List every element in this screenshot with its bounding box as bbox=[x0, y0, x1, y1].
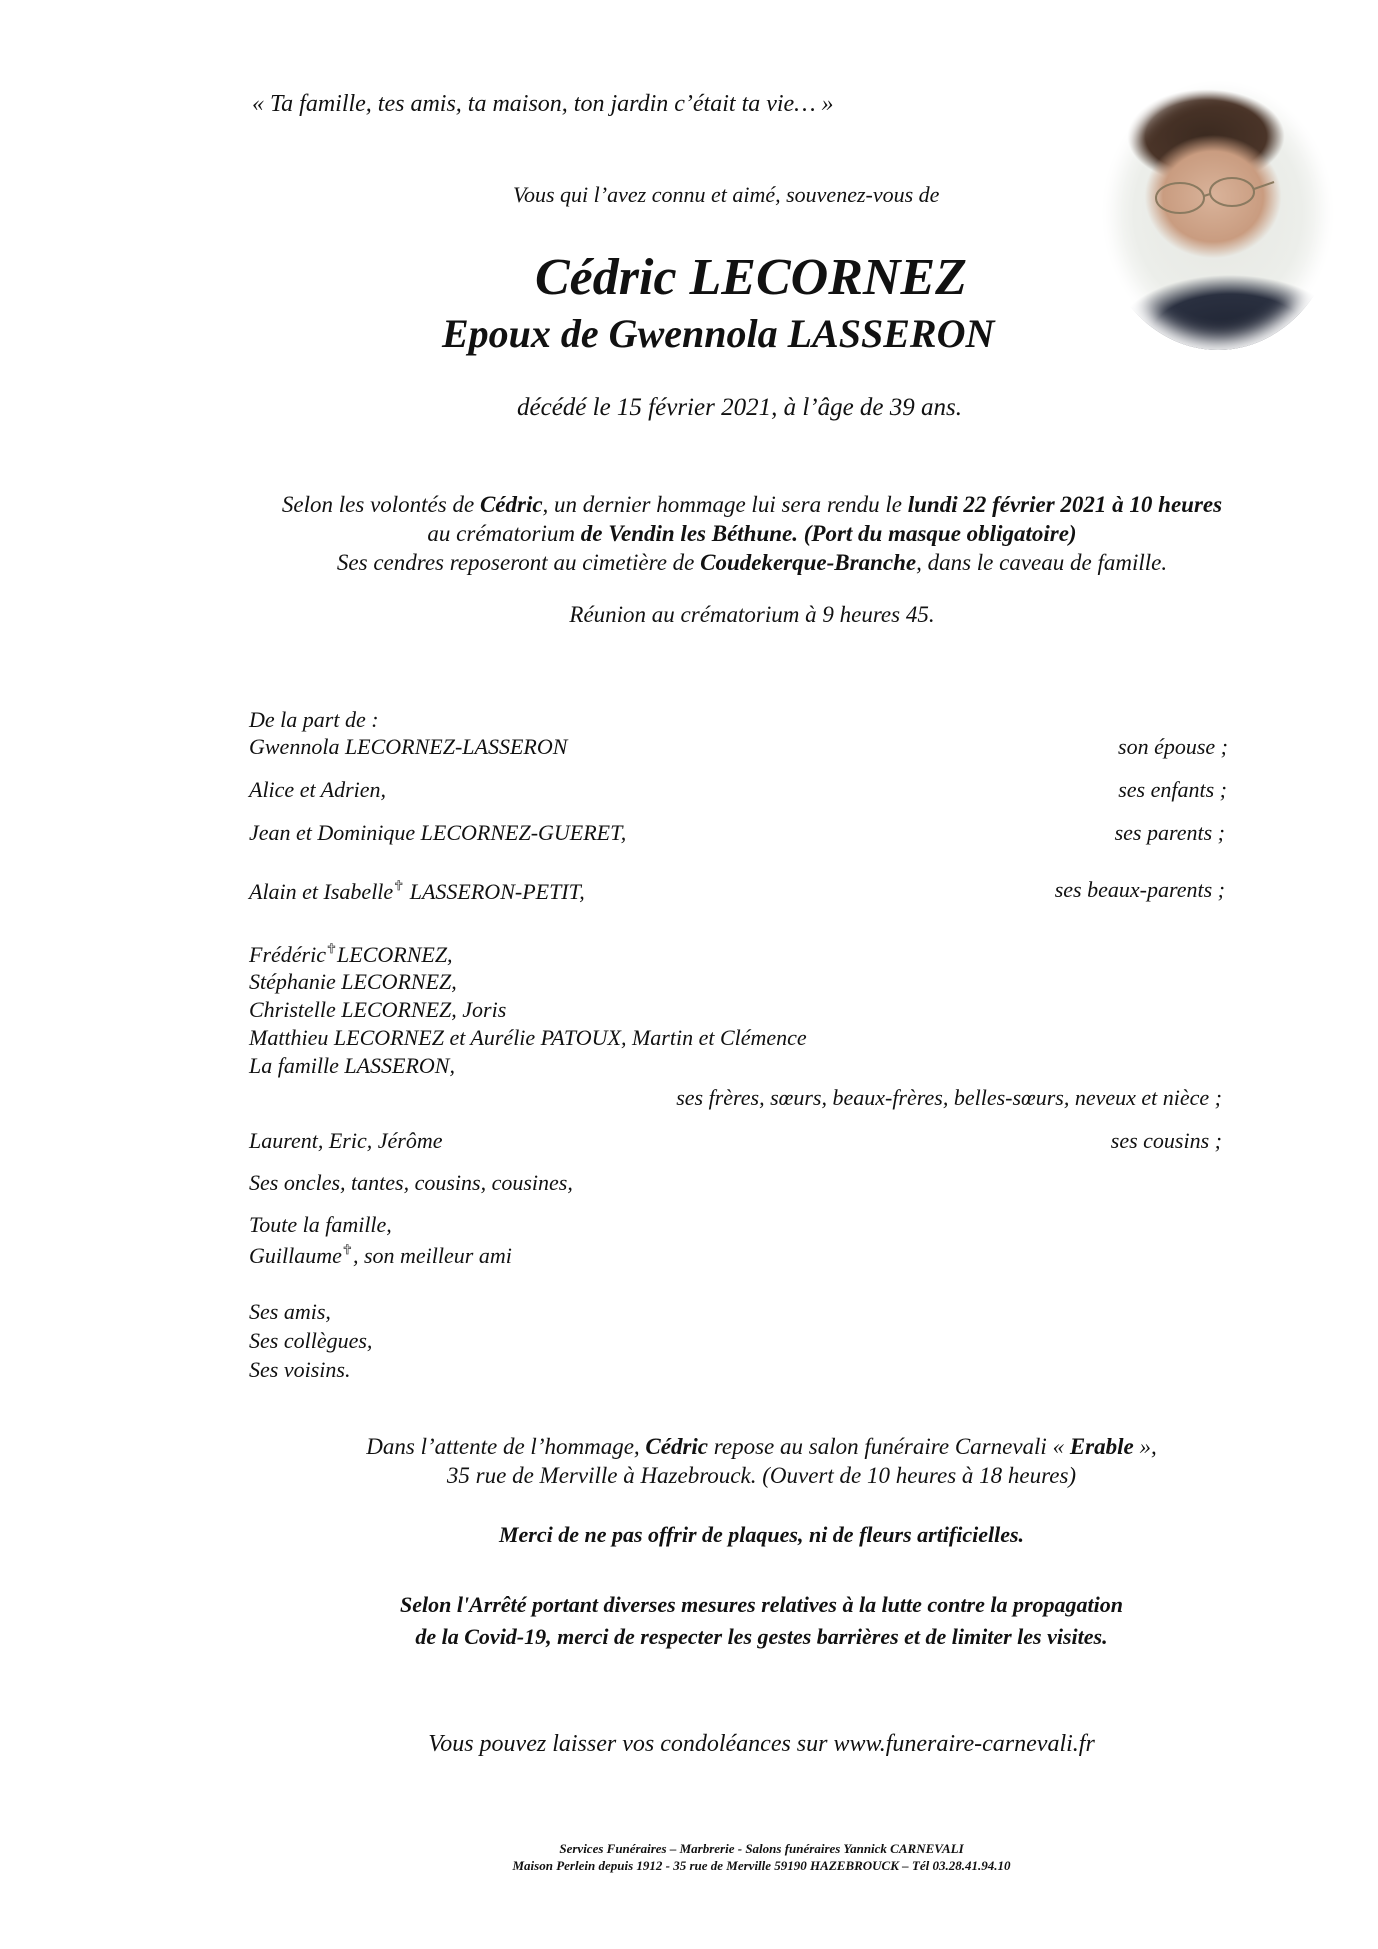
best-friend-name: Guillaume bbox=[249, 1243, 342, 1269]
visitation-line-1 bbox=[0, 1435, 1378, 1458]
family-in-laws-relation: ses beaux-parents ; bbox=[1054, 877, 1225, 902]
visitation-text: repose au salon funéraire Carnevali « bbox=[708, 1434, 1070, 1459]
death-line: décédé le 15 février 2021, à l’âge de 39 ans. bbox=[517, 394, 963, 421]
ceremony-line-1 bbox=[0, 493, 1378, 516]
ceremony-name: Cédric bbox=[479, 492, 543, 517]
cross-icon: ✝ bbox=[325, 941, 338, 956]
epigraph-quote: « Ta famille, tes amis, ta maison, ton jardin c’était ta vie… » bbox=[252, 91, 834, 117]
sibling-4: Matthieu LECORNEZ et Aurélie PATOUX, Martin et Clémence bbox=[249, 1025, 807, 1050]
ceremony-line-2 bbox=[0, 522, 1378, 545]
sibling-1 bbox=[249, 942, 453, 966]
cemetery-place: Coudekerque-Branche bbox=[700, 550, 917, 575]
family-parents-relation: ses parents ; bbox=[1114, 820, 1225, 845]
ceremony-text: Selon les volontés de bbox=[281, 492, 480, 517]
covid-notice-line-1: Selon l'Arrêté portant diverses mesures relatives à la lutte contre la propagation bbox=[400, 1592, 1123, 1617]
family-parents: Jean et Dominique LECORNEZ-GUERET, bbox=[249, 820, 627, 845]
ceremony-line-3 bbox=[0, 551, 1378, 574]
family-header: De la part de : bbox=[249, 707, 379, 732]
in-laws-first: Alain et Isabelle bbox=[249, 879, 394, 905]
sibling-2: Stéphanie LECORNEZ, bbox=[249, 969, 457, 994]
family-all: Toute la famille, bbox=[249, 1212, 392, 1237]
condolences-link-text: Vous pouvez laisser vos condoléances sur www.funeraire-carnevali.fr bbox=[428, 1731, 1095, 1757]
glasses-shape bbox=[1148, 176, 1278, 216]
family-best-friend bbox=[249, 1243, 512, 1267]
ceremony-text: Ses cendres reposeront au cimetière de bbox=[336, 550, 701, 575]
sibling-3: Christelle LECORNEZ, Joris bbox=[249, 997, 507, 1022]
visitation-line-2: 35 rue de Merville à Hazebrouck. (Ouvert de 10 heures à 18 heures) bbox=[446, 1463, 1077, 1488]
family-neighbours: Ses voisins. bbox=[249, 1357, 351, 1382]
intro-text: Vous qui l’avez connu et aimé, souvenez-vous de bbox=[513, 182, 940, 207]
family-cousins-relation: ses cousins ; bbox=[1110, 1128, 1222, 1153]
family-colleagues: Ses collègues, bbox=[249, 1328, 373, 1353]
spouse-line: Epoux de Gwennola LASSERON bbox=[442, 311, 995, 356]
family-extended: Ses oncles, tantes, cousins, cousines, bbox=[249, 1170, 573, 1195]
family-spouse-relation: son épouse ; bbox=[1118, 734, 1228, 759]
in-laws-last: LASSERON-PETIT, bbox=[404, 879, 585, 905]
ceremony-date: lundi 22 février 2021 à 10 heures bbox=[907, 492, 1223, 517]
meeting-time: Réunion au crématorium à 9 heures 45. bbox=[569, 602, 935, 627]
deceased-name: Cédric LECORNEZ bbox=[535, 249, 967, 306]
sibling-1-first: Frédéric bbox=[249, 942, 326, 968]
sibling-5: La famille LASSERON, bbox=[249, 1053, 455, 1078]
footer-line-2: Maison Perlein depuis 1912 - 35 rue de Merville 59190 HAZEBROUCK – Tél 03.28.41.94.10 bbox=[512, 1858, 1011, 1873]
family-friends: Ses amis, bbox=[249, 1299, 331, 1324]
cross-icon: ✝ bbox=[393, 878, 405, 893]
siblings-relation: ses frères, sœurs, beaux-frères, belles-sœurs, neveux et nièce ; bbox=[676, 1085, 1222, 1110]
ceremony-text: , dans le caveau de famille. bbox=[916, 550, 1168, 575]
ceremony-text: au crématorium bbox=[427, 521, 581, 546]
no-flowers-notice: Merci de ne pas offrir de plaques, ni de fleurs artificielles. bbox=[498, 1522, 1025, 1547]
family-cousins: Laurent, Eric, Jérôme bbox=[249, 1128, 443, 1153]
visitation-text: Dans l’attente de l’hommage, bbox=[366, 1434, 646, 1459]
family-children: Alice et Adrien, bbox=[249, 777, 387, 802]
visitation-text: », bbox=[1133, 1434, 1157, 1459]
family-in-laws bbox=[249, 879, 585, 903]
family-spouse: Gwennola LECORNEZ-LASSERON bbox=[249, 734, 568, 759]
salon-name: Erable bbox=[1069, 1434, 1134, 1459]
sibling-1-last: LECORNEZ, bbox=[337, 942, 453, 968]
footer-line-1: Services Funéraires – Marbrerie - Salons funéraires Yannick CARNEVALI bbox=[559, 1841, 964, 1856]
family-children-relation: ses enfants ; bbox=[1118, 777, 1227, 802]
covid-notice-line-2: de la Covid-19, merci de respecter les gestes barrières et de limiter les visites. bbox=[415, 1624, 1108, 1649]
cross-icon: ✝ bbox=[341, 1242, 353, 1257]
visitation-name: Cédric bbox=[645, 1434, 709, 1459]
ceremony-text: , un dernier hommage lui sera rendu le bbox=[542, 492, 908, 517]
ceremony-place: de Vendin les Béthune. (Port du masque obligatoire) bbox=[580, 521, 1077, 546]
best-friend-text: , son meilleur ami bbox=[352, 1243, 512, 1269]
